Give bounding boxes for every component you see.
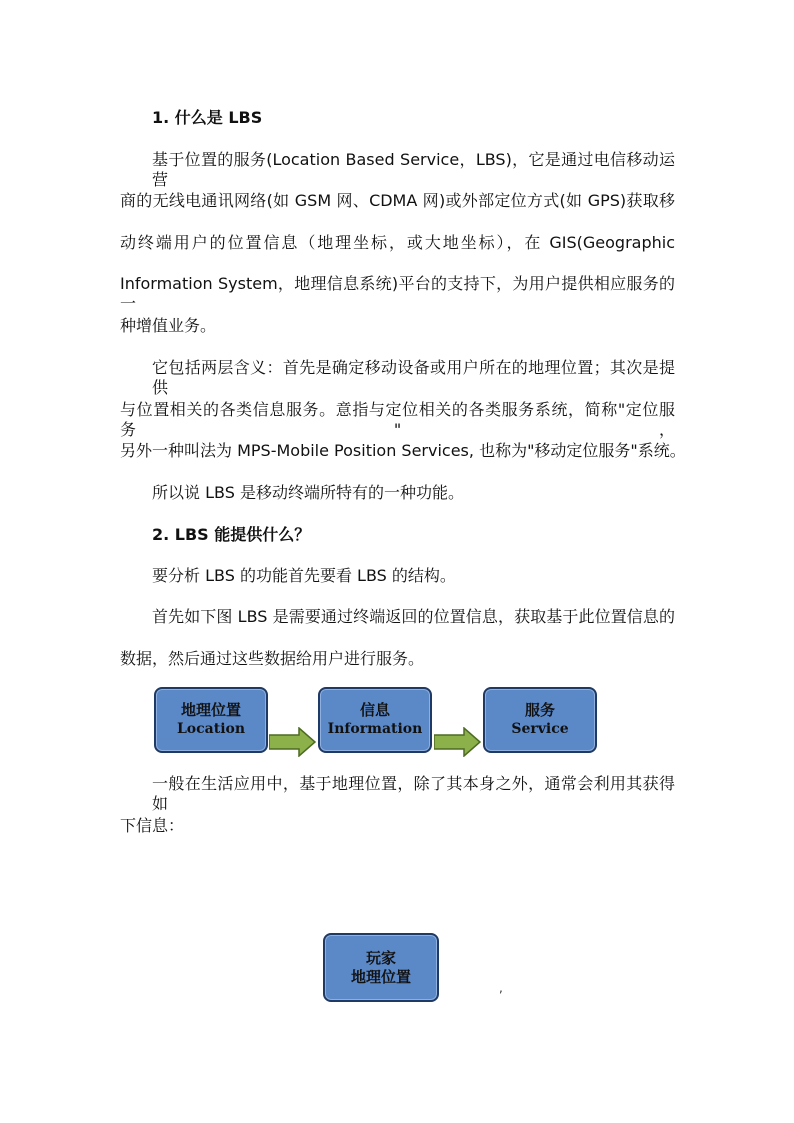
para1-line2: 商的无线电通讯网络(如 GSM 网、CDMA 网)或外部定位方式(如 GPS)获取移: [120, 191, 675, 210]
flow-box-service-zh: 服务: [524, 701, 555, 719]
arrow-right-icon: [434, 727, 482, 757]
para6-line2: 下信息：: [120, 816, 185, 835]
arrow-right-icon: [269, 727, 317, 757]
para2-line2: 与位置相关的各类信息服务。意指与定位相关的各类服务系统，简称"定位服务"，: [120, 400, 675, 439]
para6-line1: 一般在生活应用中，基于地理位置，除了其本身之外，通常会利用其获得如: [152, 774, 675, 813]
para2-line1: 它包括两层含义：首先是确定移动设备或用户所在的地理位置；其次是提供: [152, 358, 675, 397]
heading-what-lbs-provides: 2. LBS 能提供什么？: [152, 525, 311, 544]
para1-line4: Information System，地理信息系统)平台的支持下，为用户提供相应服务的一: [120, 274, 675, 313]
flow-box-information: [318, 687, 432, 753]
para2-line3: 另外一种叫法为 MPS-Mobile Position Services, 也称为"移动定位服务"系统。: [120, 441, 686, 460]
para1-line3: 动终端用户的位置信息（地理坐标，或大地坐标），在 GIS(Geographic: [120, 233, 675, 252]
player-box-line1: 玩家: [365, 948, 396, 967]
flow-box-information-zh: 信息: [359, 701, 390, 719]
flow-box-location-en: Location: [176, 721, 246, 737]
para1-line1: 基于位置的服务(Location Based Service，LBS)，它是通过电信移动运营: [152, 150, 675, 189]
para4: 要分析 LBS 的功能首先要看 LBS 的结构。: [152, 566, 456, 585]
heading-what-is-lbs: 1. 什么是 LBS: [152, 108, 263, 127]
para5-line1: 首先如下图 LBS 是需要通过终端返回的位置信息，获取基于此位置信息的: [152, 607, 675, 626]
para5-line2: 数据，然后通过这些数据给用户进行服务。: [120, 649, 425, 668]
flow-box-location-zh: 地理位置: [180, 701, 241, 719]
stray-mark: ,: [499, 981, 503, 995]
para3: 所以说 LBS 是移动终端所特有的一种功能。: [152, 483, 464, 502]
flow-box-location: [154, 687, 268, 753]
para1-line5: 种增值业务。: [120, 316, 217, 335]
flow-box-service: [483, 687, 597, 753]
player-box-line2: 地理位置: [350, 967, 411, 986]
flow-box-service-en: Service: [511, 721, 569, 737]
player-location-box: [323, 933, 439, 1002]
flow-box-information-en: Information: [327, 721, 423, 737]
